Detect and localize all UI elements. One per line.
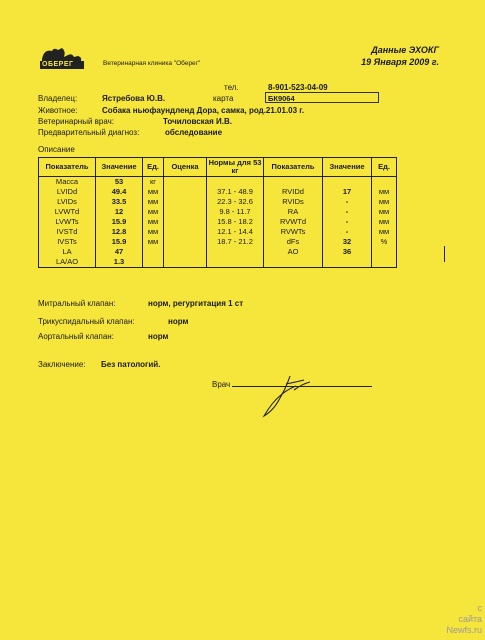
conclusion-label: Заключение: (38, 360, 86, 369)
table-cell: мм (143, 237, 164, 247)
table-cell: Масса (39, 177, 96, 188)
table-row (39, 197, 397, 207)
table-cell (207, 257, 264, 268)
table-cell: мм (143, 197, 164, 207)
table-cell: 22.3 - 32.6 (207, 197, 264, 207)
table-cell: LVIDs (39, 197, 96, 207)
table-row (39, 247, 397, 257)
table-cell: LVWTs (39, 217, 96, 227)
table-cell (164, 217, 207, 227)
col-header: Нормы для 53 кг (207, 158, 264, 177)
clinic-name: Ветеринарная клиника "Оберег" (103, 60, 201, 67)
site-watermark (446, 603, 482, 636)
table-row (39, 217, 397, 227)
table-cell: LA/AO (39, 257, 96, 268)
table-cell: RVIDd (264, 187, 323, 197)
card-label: карта (213, 94, 234, 103)
table-cell: 47 (96, 247, 143, 257)
table-row (39, 227, 397, 237)
table-cell: - (323, 207, 372, 217)
clinic-logo (38, 45, 98, 73)
watermark-line: с (477, 603, 482, 613)
col-header: Оценка (164, 158, 207, 177)
diagnosis-label: Предварительный диагноз: (38, 128, 140, 137)
owner-value: Ястребова Ю.В. (102, 94, 166, 103)
handwritten-signature (250, 372, 330, 425)
watermark-line: сайта (458, 614, 482, 624)
table-cell: 53 (96, 177, 143, 188)
table-cell: мм (372, 207, 397, 217)
table-cell: мм (372, 187, 397, 197)
table-cell: 1.3 (96, 257, 143, 268)
table-cell (372, 257, 397, 268)
table-cell (164, 187, 207, 197)
col-header: Значение (96, 158, 143, 177)
table-cell: 37.1 - 48.9 (207, 187, 264, 197)
table-cell: IVSTd (39, 227, 96, 237)
table-cell: 36 (323, 247, 372, 257)
table-cell: мм (143, 187, 164, 197)
owner-label: Владелец: (38, 94, 78, 103)
table-row (39, 177, 397, 188)
margin-mark (444, 246, 445, 262)
table-cell: RVWTs (264, 227, 323, 237)
doctor-value: Точиловская И.В. (163, 117, 232, 126)
animal-value: Собака ньюфаундленд Дора, самка, род.21.01.03 г. (102, 106, 305, 115)
tricuspid-label: Трикуспидальный клапан: (38, 317, 135, 326)
table-cell (164, 247, 207, 257)
table-cell (164, 177, 207, 188)
watermark-line: Newfs.ru (446, 625, 482, 635)
table-cell (207, 247, 264, 257)
table-cell: 32 (323, 237, 372, 247)
document-title-block (361, 44, 439, 68)
table-cell (164, 227, 207, 237)
aortic-label: Аортальный клапан: (38, 332, 114, 341)
table-cell: 15.8 - 18.2 (207, 217, 264, 227)
table-cell: мм (143, 207, 164, 217)
table-cell (164, 257, 207, 268)
table-cell: мм (372, 217, 397, 227)
table-cell (323, 177, 372, 188)
col-header: Ед. (372, 158, 397, 177)
table-cell (143, 247, 164, 257)
table-cell (164, 207, 207, 217)
signature-label: Врач (212, 380, 231, 389)
table-cell: мм (143, 217, 164, 227)
tel-value: 8-901-523-04-09 (268, 83, 328, 92)
table-cell: 49.4 (96, 187, 143, 197)
table-cell: 17 (323, 187, 372, 197)
table-cell: RVIDs (264, 197, 323, 207)
table-cell (264, 257, 323, 268)
table-cell: dFs (264, 237, 323, 247)
document-date: 19 Января 2009 г. (361, 57, 439, 67)
echo-table (38, 157, 397, 268)
table-cell (207, 177, 264, 188)
col-header: Показатель (264, 158, 323, 177)
table-cell: - (323, 227, 372, 237)
table-cell (164, 237, 207, 247)
table-cell: IVSTs (39, 237, 96, 247)
tel-label: тел. (224, 83, 239, 92)
tricuspid-value: норм (168, 317, 189, 326)
table-cell: 15.9 (96, 217, 143, 227)
table-cell (164, 197, 207, 207)
card-value: БК9064 (265, 92, 379, 103)
animal-label: Животное: (38, 106, 78, 115)
table-cell: - (323, 197, 372, 207)
table-cell: мм (143, 227, 164, 237)
col-header: Значение (323, 158, 372, 177)
table-header-row (39, 158, 397, 177)
table-cell: LVWTd (39, 207, 96, 217)
mitral-value: норм, регургитация 1 ст (148, 299, 244, 308)
table-cell: LVIDd (39, 187, 96, 197)
table-cell: 12.8 (96, 227, 143, 237)
table-cell: 12 (96, 207, 143, 217)
table-cell: LA (39, 247, 96, 257)
table-cell (143, 257, 164, 268)
table-cell: - (323, 217, 372, 227)
table-row (39, 257, 397, 268)
table-cell: 18.7 - 21.2 (207, 237, 264, 247)
table-cell: AO (264, 247, 323, 257)
table-cell: 12.1 - 14.4 (207, 227, 264, 237)
table-cell: 9.8 - 11.7 (207, 207, 264, 217)
aortic-value: норм (148, 332, 169, 341)
table-cell: 33.5 (96, 197, 143, 207)
table-row (39, 187, 397, 197)
logo-text: ОБЕРЕГ (42, 61, 74, 68)
document-title: Данные ЭХОКГ (371, 45, 439, 55)
table-cell: мм (372, 227, 397, 237)
diagnosis-value: обследование (165, 128, 223, 137)
table-cell (323, 257, 372, 268)
table-cell: RA (264, 207, 323, 217)
mitral-label: Митральный клапан: (38, 299, 116, 308)
table-cell (372, 247, 397, 257)
table-cell: кг (143, 177, 164, 188)
table-row (39, 207, 397, 217)
table-cell (264, 177, 323, 188)
col-header: Показатель (39, 158, 96, 177)
table-cell: 15.9 (96, 237, 143, 247)
table-cell: мм (372, 197, 397, 207)
table-cell: % (372, 237, 397, 247)
table-cell (372, 177, 397, 188)
table-cell: RVWTd (264, 217, 323, 227)
description-label: Описание (38, 145, 75, 154)
col-header: Ед. (143, 158, 164, 177)
doctor-label: Ветеринарный врач: (38, 117, 114, 126)
table-row (39, 237, 397, 247)
conclusion-value: Без патологий. (101, 360, 161, 369)
